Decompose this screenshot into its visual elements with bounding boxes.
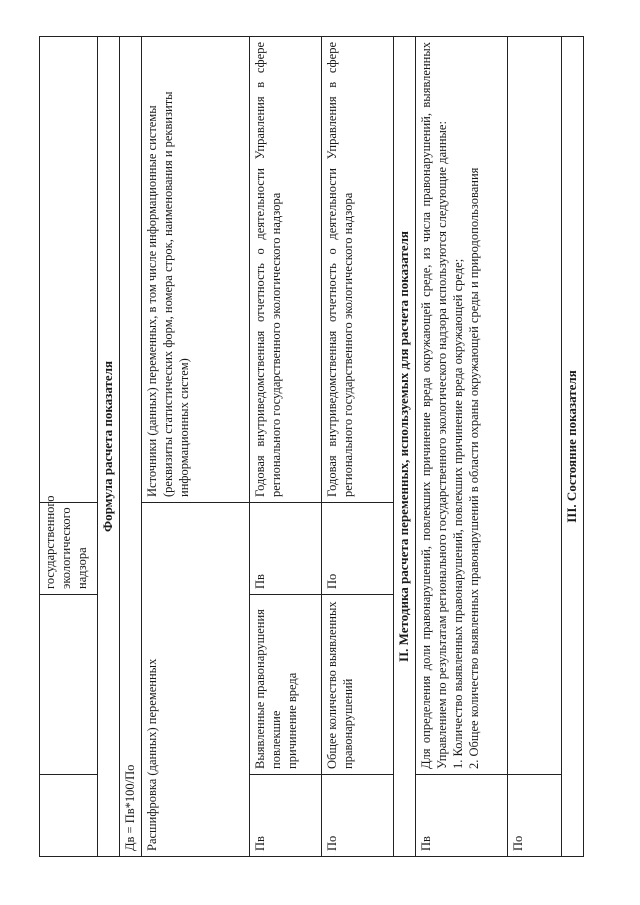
formula-header-row	[98, 37, 120, 857]
cell-top-3: государственного экологического надзора	[40, 503, 98, 595]
method-code: Пв	[416, 775, 508, 857]
indicator-table	[39, 36, 584, 857]
variables-header-right: Источники (данных) переменных, в том числе информационные системы (реквизиты статистических форм, номера строк, наименования и реквизиты информационных систем)	[142, 37, 250, 503]
cell-top-4	[40, 37, 98, 503]
method-item: 1. Количество выявленных правонарушений, повлекших причинение вреда окружающей среде;	[451, 258, 465, 769]
method-text-cell	[508, 37, 562, 775]
section2-header: II. Методика расчета переменных, используемых для расчета показателя	[394, 37, 416, 857]
rotated-table-container	[39, 37, 584, 857]
variable-code: По	[322, 775, 394, 857]
variable-symbol: Пв	[250, 503, 322, 595]
method-row	[416, 37, 508, 857]
formula-header: Формула расчета показателя	[98, 37, 120, 857]
method-item: 2. Общее количество выявленных правонарушений в области охраны окружающей среды и природопользования	[467, 167, 481, 769]
method-text-cell	[416, 37, 508, 775]
formula-text: Дв = Пв*100/По	[120, 37, 142, 857]
variables-header-row	[142, 37, 250, 857]
variable-description: Общее количество выявленных правонарушений	[322, 595, 394, 775]
variable-description: Выявленные правонарушения повлекшие причинение вреда	[250, 595, 322, 775]
table-row-top	[40, 37, 98, 857]
method-text: Для определения доли правонарушений, повлекших причинение вреда окружающей среде, из числа правонарушений, выявленных Управлением по результатам регионального государственного экологического надзора используются следующие данные:	[419, 42, 449, 769]
variables-header-left: Расшифровка (данных) переменных	[142, 503, 250, 857]
cell-top-2	[40, 595, 98, 775]
variable-source: Годовая внутриведомственная отчетность о деятельности Управления в сфере регионального государственного экологического надзора	[322, 37, 394, 503]
method-row	[508, 37, 562, 857]
variable-code: Пв	[250, 775, 322, 857]
section3-header-row	[562, 37, 584, 857]
section3-header: III. Состояние показателя	[562, 37, 584, 857]
variable-row	[322, 37, 394, 857]
section2-header-row	[394, 37, 416, 857]
method-code: По	[508, 775, 562, 857]
formula-row	[120, 37, 142, 857]
variable-symbol: По	[322, 503, 394, 595]
variable-source: Годовая внутриведомственная отчетность о деятельности Управления в сфере регионального государственного экологического надзора	[250, 37, 322, 503]
variable-row	[250, 37, 322, 857]
cell-top-1	[40, 775, 98, 857]
